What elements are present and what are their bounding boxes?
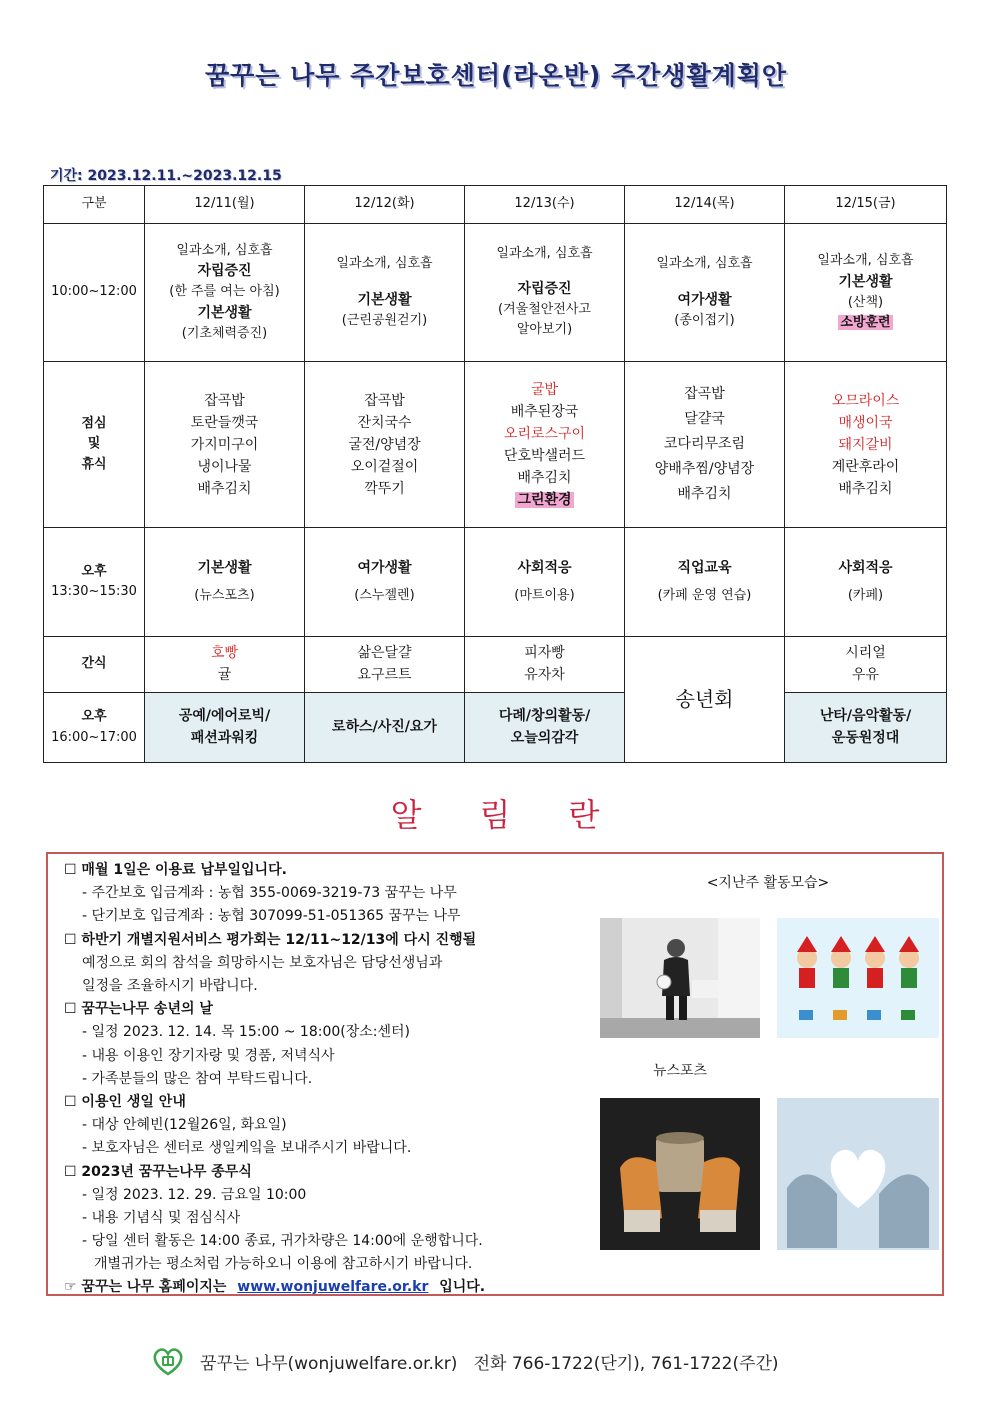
activity-line: 공예/에어로빅/ (178, 707, 271, 724)
activity-photo-person (600, 918, 760, 1038)
notice-item-heading: ☐ 꿈꾸는나무 송년의 날 (64, 1001, 213, 1018)
row-label-line: 점심 (81, 416, 107, 432)
highlight-badge: 그린환경 (517, 491, 572, 508)
cell-tue-afternoon (305, 528, 465, 637)
row-label: 간식 (44, 637, 145, 693)
photos-caption: <지난주 활동모습> (706, 875, 830, 891)
notice-heading-char: 알 (390, 796, 424, 834)
menu-item: 단호박샐러드 (503, 447, 586, 464)
activity-sub: (뉴스포츠) (194, 587, 255, 603)
homepage-prefix: ☞ 꿈꾸는 나무 홈페이지는 (64, 1279, 227, 1295)
activity-line: 운동원정대 (831, 729, 900, 746)
notice-item-detail: - 내용 이용인 장기자랑 및 경품, 저녁식사 (82, 1047, 335, 1064)
activity-line: 패션과워킹 (190, 729, 259, 746)
homepage-suffix: 입니다. (439, 1279, 486, 1295)
notice-heading (0, 790, 992, 836)
cell-line: (근린공원걷기) (341, 313, 428, 329)
cell-line: (한 주를 여는 아침) (169, 284, 280, 300)
cell-thu-afternoon (625, 528, 785, 637)
menu-item: 달걀국 (684, 411, 725, 427)
cell-fri-late (785, 693, 947, 763)
cell-fri-lunch (785, 362, 947, 528)
menu-item: 오리로스구이 (503, 425, 586, 442)
cell-thu-lunch (625, 362, 785, 528)
snack-item: 호빵 (210, 644, 239, 661)
activity-sub: (스누젤렌) (354, 587, 415, 603)
row-label-line: 오후 (81, 563, 107, 579)
cell-mon-morning (145, 224, 305, 362)
activity-line: 로하스/사진/요가 (332, 718, 437, 735)
menu-item: 배추김치 (677, 486, 732, 502)
cell-line: (겨울철안전사고 (498, 302, 591, 318)
header-row (44, 186, 947, 224)
cell-thu-merged: 송년회 (625, 637, 785, 763)
notice-item-detail: - 일정 2023. 12. 29. 금요일 10:00 (82, 1186, 307, 1203)
activity-title: 사회적응 (517, 560, 572, 577)
menu-item: 배추김치 (197, 480, 252, 497)
row-label: 10:00~12:00 (44, 224, 145, 362)
cell-mon-snack (145, 637, 305, 693)
activity-title: 기본생활 (197, 560, 252, 577)
activity-title: 여가생활 (357, 560, 412, 577)
cell-line: 일과소개, 심호흡 (336, 255, 433, 271)
cell-line: 자립증진 (197, 262, 252, 279)
cell-line: 알아보기) (516, 322, 573, 338)
menu-item: 매생이국 (838, 414, 893, 431)
cell-wed-afternoon (465, 528, 625, 637)
cell-thu-morning (625, 224, 785, 362)
menu-item: 오므라이스 (831, 392, 900, 409)
menu-item: 배추된장국 (510, 403, 579, 420)
cell-fri-morning (785, 224, 947, 362)
afternoon-row (44, 528, 947, 637)
activity-line: 난타/음악활동/ (819, 707, 912, 724)
snack-item: 유자차 (524, 666, 565, 683)
notice-item-heading: ☐ 매월 1일은 이용료 납부일입니다. (64, 862, 287, 878)
notice-heading-char: 란 (568, 796, 602, 834)
row-label-line: 및 (87, 436, 101, 452)
lunch-row (44, 362, 947, 528)
activity-sub: (카페 운영 연습) (657, 587, 752, 603)
notice-item-heading: ☐ 2023년 꿈꾸는나무 종무식 (64, 1163, 252, 1180)
menu-item: 계란후라이 (831, 458, 900, 475)
menu-item: 잡곡밥 (204, 392, 245, 409)
notice-item-detail: - 내용 기념식 및 점심식사 (82, 1210, 241, 1227)
header-cell: 12/15(금) (785, 186, 947, 224)
cell-line: 기본생활 (197, 304, 252, 321)
menu-item: 깍뚜기 (364, 480, 405, 497)
cell-mon-late (145, 693, 305, 763)
activity-line: 다례/창의활동/ (498, 707, 591, 724)
activity-sub: (카페) (847, 587, 884, 603)
menu-item: 양배추찜/양념장 (654, 461, 755, 477)
cell-line: 자립증진 (517, 280, 572, 297)
snack-item: 요구르트 (357, 666, 412, 683)
cell-wed-morning (465, 224, 625, 362)
notice-item-detail: - 일정 2023. 12. 14. 목 15:00 ~ 18:00(장소:센터) (82, 1024, 410, 1041)
header-cell: 구분 (44, 186, 145, 224)
header-cell: 12/11(월) (145, 186, 305, 224)
cell-tue-lunch (305, 362, 465, 528)
cell-fri-afternoon (785, 528, 947, 637)
photo-label: 뉴스포츠 (652, 1063, 708, 1079)
menu-item: 오이겉절이 (350, 458, 419, 475)
morning-row (44, 224, 947, 362)
menu-item: 잡곡밥 (684, 386, 725, 402)
cell-tue-morning (305, 224, 465, 362)
cell-line: 여가생활 (677, 291, 732, 308)
header-cell: 12/12(화) (305, 186, 465, 224)
cell-line: (산책) (847, 295, 884, 311)
notice-item-detail: 개별귀가는 평소처럼 가능하오니 이용에 참고하시기 바랍니다. (94, 1256, 473, 1273)
activity-line: 오늘의감각 (510, 729, 579, 746)
cell-mon-lunch (145, 362, 305, 528)
menu-item: 잡곡밥 (364, 392, 405, 409)
menu-item: 배추김치 (838, 480, 893, 497)
activity-title: 사회적응 (838, 560, 893, 577)
row-label-line: 16:00~17:00 (51, 729, 137, 745)
row-label-line: 13:30~15:30 (51, 584, 137, 599)
activity-photo-snow-heart (777, 1098, 939, 1250)
cell-line: 기본생활 (357, 291, 412, 308)
cell-wed-late (465, 693, 625, 763)
notice-item-heading: ☐ 하반기 개별지원서비스 평가회는 12/11~12/13에 다시 진행될 (64, 931, 477, 948)
cell-line: 일과소개, 심호흡 (496, 246, 593, 262)
cell-line: 일과소개, 심호흡 (656, 255, 753, 271)
menu-item: 배추김치 (517, 469, 572, 486)
cell-mon-afternoon (145, 528, 305, 637)
snack-item: 귤 (217, 666, 232, 683)
menu-item: 냉이나물 (197, 458, 252, 475)
page-title: 꿈꾸는 나무 주간보호센터(라온반) 주간생활계획안 (204, 61, 788, 90)
menu-item: 가지미구이 (190, 436, 259, 453)
header-cell: 12/14(목) (625, 186, 785, 224)
footer-text: 꿈꾸는 나무(wonjuwelfare.or.kr) 전화 766-1722(단기), 761-1722(주간) (200, 1353, 779, 1374)
activity-title: 직업교육 (677, 560, 732, 577)
notice-item-detail: 일정을 조율하시기 바랍니다. (82, 978, 258, 995)
notice-item-detail: - 가족분들의 많은 참여 부탁드립니다. (82, 1070, 313, 1087)
menu-item: 잔치국수 (357, 414, 412, 431)
snack-item: 삶은달걀 (357, 644, 412, 661)
menu-item: 돼지갈비 (838, 436, 893, 453)
menu-item: 토란들깻국 (190, 414, 259, 431)
homepage-line (64, 1276, 485, 1296)
footer (150, 1346, 779, 1376)
cell-wed-lunch (465, 362, 625, 528)
cell-line: 기본생활 (838, 273, 893, 290)
cell-tue-snack (305, 637, 465, 693)
snack-row (44, 637, 947, 693)
notice-item-detail: 예정으로 회의 참석을 희망하시는 보호자님은 담당선생님과 (82, 954, 443, 971)
menu-item: 코다리무조림 (663, 436, 746, 452)
notice-item-detail: - 대상 안혜빈(12월26일, 화요일) (82, 1117, 287, 1134)
period-label: 기간: 2023.12.11.~2023.12.15 (50, 168, 282, 184)
cell-line: 일과소개, 심호흡 (176, 242, 273, 258)
cell-line: (기초체력증진) (181, 326, 268, 342)
notice-item-detail: - 단기보호 입금계좌 : 농협 307099-51-051365 꿈꾸는 나무 (82, 908, 461, 925)
late-row (44, 693, 947, 763)
heart-logo-icon (150, 1346, 186, 1376)
notice-item-detail: - 주간보호 입금계좌 : 농협 355-0069-3219-73 꿈꾸는 나무 (82, 885, 457, 902)
activity-photo-christmas (777, 918, 939, 1038)
row-label-line: 휴식 (81, 456, 107, 472)
notice-item-detail: - 당일 센터 활동은 14:00 종료, 귀가차량은 14:00에 운행합니다. (82, 1233, 483, 1250)
menu-item: 굴전/양념장 (348, 436, 421, 453)
header-cell: 12/13(수) (465, 186, 625, 224)
row-label-line: 오후 (81, 709, 107, 725)
snack-item: 시리얼 (845, 644, 886, 661)
snack-item: 우유 (851, 666, 880, 683)
notice-item-heading: ☐ 이용인 생일 안내 (64, 1094, 186, 1111)
notice-heading-char: 림 (479, 796, 513, 834)
snack-item: 피자빵 (524, 644, 565, 661)
schedule-table (43, 185, 947, 763)
cell-line: (종이접기) (674, 313, 735, 329)
cell-tue-late (305, 693, 465, 763)
cell-wed-snack (465, 637, 625, 693)
notice-item-detail: - 보호자님은 센터로 생일케잌을 보내주시기 바랍니다. (82, 1140, 412, 1157)
notice-box (46, 852, 944, 1296)
cell-fri-snack (785, 637, 947, 693)
activity-photo-mittens-cup (600, 1098, 760, 1250)
row-label (44, 362, 145, 528)
highlight-badge: 소방훈련 (840, 315, 891, 331)
cell-line: 일과소개, 심호흡 (817, 253, 914, 269)
row-label (44, 528, 145, 637)
row-label (44, 693, 145, 763)
menu-item: 굴밥 (530, 381, 559, 398)
homepage-link[interactable]: www.wonjuwelfare.or.kr (237, 1279, 429, 1295)
activity-sub: (마트이용) (514, 587, 575, 603)
notice-list (64, 859, 584, 1277)
